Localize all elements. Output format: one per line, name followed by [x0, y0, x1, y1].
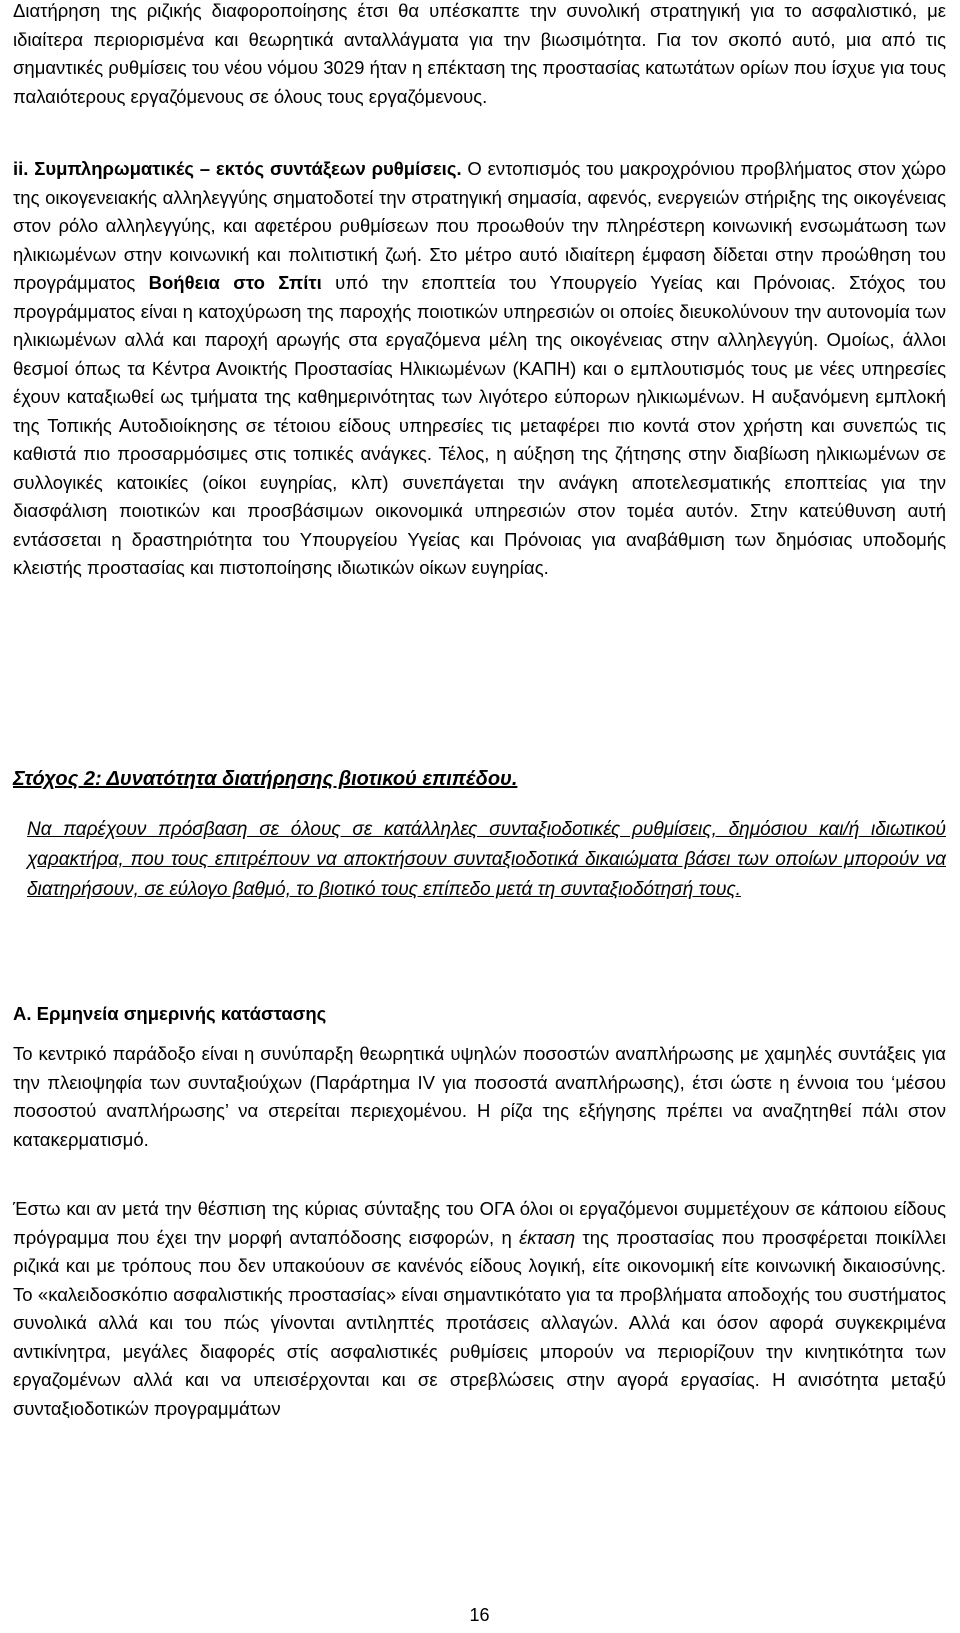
para-a2-italic-word: έκταση — [519, 1226, 576, 1248]
page-number: 16 — [469, 1605, 490, 1625]
para-a2-part1: Έστω και αν μετά την θέσπιση της κύριας σύνταξης του ΟΓΑ όλοι οι εργαζόμενοι συμμετέχουν σε κάποιου είδους πρόγραμμα που έχει την μορφή ανταπόδοσης εισφορών, η — [13, 1198, 946, 1248]
section-a-paragraph-1: Το κεντρικό παράδοξο είναι η συνύπαρξη θεωρητικά υψηλών ποσοστών αναπλήρωσης με χαμηλές συντάξεις για την πλειοψηφία των συνταξιούχων (Παράρτημα IV για ποσοστά αναπλήρωσης), έτσι ώστε η έννοια του ‘μέσου ποσοστού αναπλήρωσης’ να στερείται περιεχομένου. Η ρίζα της εξήγησης πρέπει να αναζητηθεί πάλι στον κατακερματισμό. — [13, 1043, 946, 1150]
goal-statement-text: Να παρέχουν πρόσβαση σε όλους σε κατάλληλες συνταξιοδοτικές ρυθμίσεις, δημόσιου και/ή ιδιωτικού χαρακτήρα, που τους επιτρέπουν να αποκτήσουν συνταξιοδοτικά δικαιώματα βάσει των οποίων μπορούν να διατηρήσουν, σε εύλογο βαθμό, το βιοτικό τους επίπεδο μετά τη συνταξιοδότησή τους. — [27, 819, 946, 900]
document-page — [13, 0, 946, 1633]
section-ii-heading: ii. Συμπληρωματικές – εκτός συντάξεων ρυθμίσεις. — [13, 158, 462, 179]
section-ii-paragraph — [13, 155, 946, 583]
goal-statement — [13, 815, 946, 905]
goal-heading: Στόχος 2: Δυνατότητα διατήρησης βιοτικού επιπέδου. — [13, 768, 518, 790]
program-name-bold: Βοήθεια στο Σπίτι — [148, 272, 322, 293]
intro-paragraph: Διατήρηση της ριζικής διαφοροποίησης έτσι θα υπέσκαπτε την συνολική στρατηγική για το ασφαλιστικό, με ιδιαίτερα περιορισμένα και θεωρητικά ανταλλάγματα για την βιωσιμότητα. Για τον σκοπό αυτό, μια από τις σημαντικές ρυθμίσεις του νέου νόμου 3029 ήταν η επέκταση της προστασίας κατωτάτων ορίων που ίσχυε για τους παλαιότερους εργαζόμενους σε όλους τους εργαζόμενους. — [13, 0, 946, 107]
section-ii-text-part2: υπό την εποπτεία του Υπουργείο Υγείας και Πρόνοιας. Στόχος του προγράμματος είναι η κατοχύρωση της παροχής ποιοτικών υπηρεσιών οι οποίες διευκολύνουν την αυτονομία των ηλικιωμένων αλλά και παροχή αρωγής στα εργαζόμενα μέλη της οικογένειας στην αλληλεγγύη. Ομοίως, άλλοι θεσμοί όπως τα Κέντρα Ανοικτής Προστασίας Ηλικιωμένων (ΚΑΠΗ) και ο εμπλουτισμός τους με νέες υπηρεσίες έχουν καταξιωθεί ως τμήματα της καθημερινότητας των λιγότερο εύπορων ηλικιωμένων. Η αυξανόμενη εμπλοκή της Τοπικής Αυτοδιοίκησης σε τέτοιου είδους υπηρεσίες τις μεταφέρει πιο κοντά στον χρήστη και συνεπώς τις καθιστά πιο προσαρμόσιμες στις τοπικές ανάγκες. Τέλος, η αύξηση της ζήτησης στην διαβίωση ηλικιωμένων σε συλλογικές κατοικίες (οίκοι ευγηρίας, κλπ) συνεπάγεται την ανάγκη αποτελεσματικής εποπτείας για την διασφάλιση ποιοτικών και προσβάσιμων οικονομικά υπηρεσιών στον τομέα αυτόν. Στην κατεύθυνση αυτή εντάσσεται η δραστηριότητα του Υπουργείου Υγείας και Πρόνοιας για αναβάθμιση των δημόσιας υποδομής κλειστής προστασίας και πιστοποίησης ιδιωτικών οίκων ευγηρίας. — [13, 272, 946, 578]
section-ii-text-part1: Ο εντοπισμός του μακροχρόνιου προβλήματος στον χώρο της οικογενειακής αλληλεγγύης σηματοδοτεί την στρατηγική σημασία, αφενός, ενεργειών στήριξης της οικογένειας στον ρόλο αλληλεγγύης, και αφετέρου ρυθμίσεων που προωθούν την πληρέστερη κοινωνική ενσωμάτωση των ηλικιωμένων στην κοινωνική και πολιτιστική ζωή. Στο μέτρο αυτό ιδιαίτερη έμφαση δίδεται στην προώθηση του προγράμματος — [13, 158, 946, 293]
para-a2-part2: της προστασίας που προσφέρεται ποικίλλει ριζικά και με τρόπους που δεν υπακούουν σε κανένός είδους λογική, είτε οικονομική είτε κοινωνική δικαιοσύνης. Το «καλειδοσκόπιο ασφαλιστικής προστασίας» είναι σημαντικότατο για τα προβλήματα αποδοχής του συστήματος συνολικά αλλά και του πώς γίνονται αντιληπτές προτάσεις αλλαγών. Αλλά και όσον αφορά συγκεκριμένα αντικίνητρα, μεγάλες διαφορές στίς ασφαλιστικές ρυθμίσεις μπορούν να περιορίζουν την κινητικότητα των εργαζομένων αλλά και να υπεισέρχονται και σε στρεβλώσεις στην αγορά εργασίας. Η ανισότητα μεταξύ συνταξιοδοτικών προγραμμάτων — [13, 1226, 946, 1419]
section-a-paragraph-2 — [13, 1195, 946, 1423]
section-a-heading: Α. Ερμηνεία σημερινής κατάστασης — [13, 1003, 327, 1024]
